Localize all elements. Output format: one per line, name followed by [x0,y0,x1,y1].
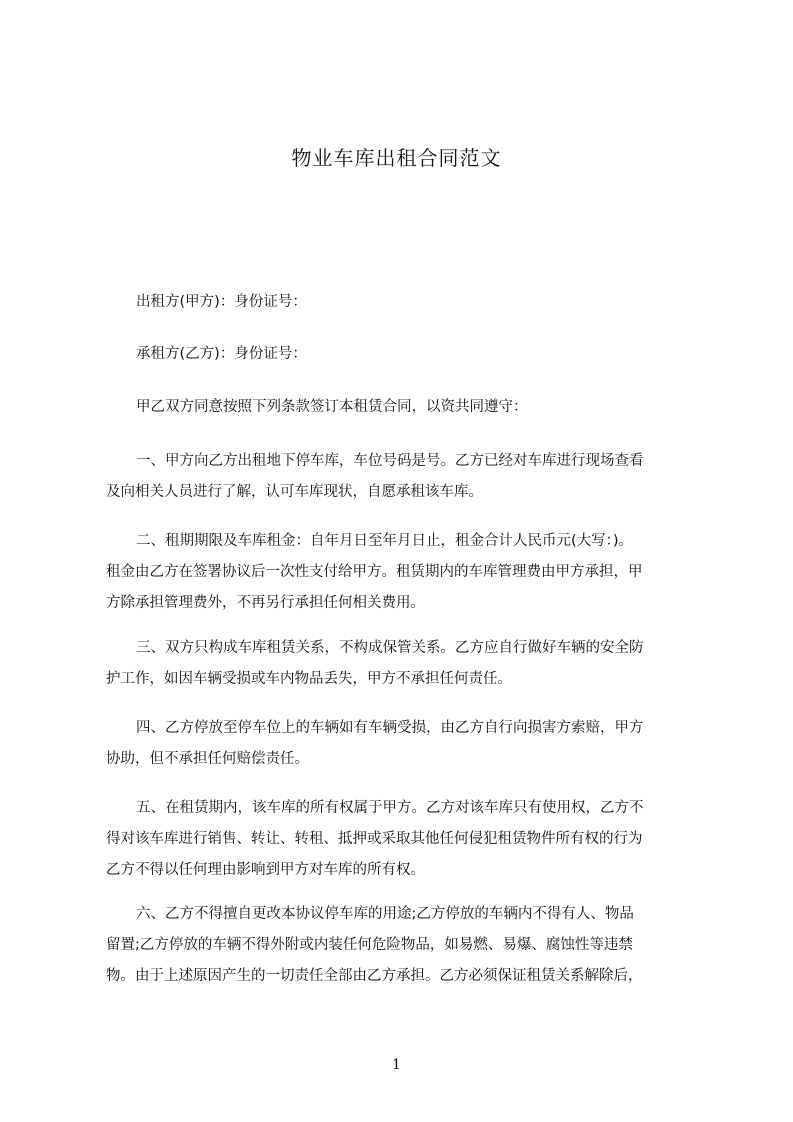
clause-4-paragraph [106,713,700,775]
text-line: 四、乙方停放至停车位上的车辆如有车辆受损，由乙方自行向损害方索赔，甲方 [136,720,644,736]
clause-6-paragraph [106,899,700,992]
text-line: 三、双方只构成车库租赁关系，不构成保管关系。乙方应自行做好车辆的安全防 [136,640,644,656]
clause-2-paragraph [106,526,700,619]
text-line: 物。由于上述原因产生的一切责任全部由乙方承担。乙方必须保证租赁关系解除后， [106,968,643,984]
lessee-line [106,339,700,370]
text-line: 协助，但不承担任何赔偿责任。 [106,751,309,767]
text-line: 出租方(甲方)：身份证号： [136,294,307,310]
clause-1-paragraph [106,446,700,508]
preamble-paragraph [106,392,700,423]
text-line: 护工作，如因车辆受损或车内物品丢失，甲方不承担任何责任。 [106,671,512,687]
clause-3-paragraph [106,633,700,695]
text-line: 留置;乙方停放的车辆不得外附或内装任何危险物品，如易燃、易爆、腐蚀性等违禁 [106,937,633,953]
text-line: 五、在租赁期内，该车库的所有权属于甲方。乙方对该车库只有使用权，乙方不 [136,800,644,816]
text-line: 二、租期期限及车库租金：自年月日至年月日止，租金合计人民币元(大写：)。 [136,533,634,549]
lessor-line [106,287,700,318]
text-line: 甲乙双方同意按照下列条款签订本租赁合同，以资共同遵守： [136,399,528,415]
text-line: 乙方不得以任何理由影响到甲方对车库的所有权。 [106,862,425,878]
text-line: 租金由乙方在签署协议后一次性支付给甲方。租赁期内的车库管理费由甲方承担，甲 [106,564,643,580]
text-line: 六、乙方不得擅自更改本协议停车库的用途;乙方停放的车辆内不得有人、物品 [136,906,634,922]
text-line: 一、甲方向乙方出租地下停车库，车位号码是号。乙方已经对车库进行现场查看 [136,453,644,469]
text-line: 方除承担管理费外，不再另行承担任何相关费用。 [106,595,425,611]
text-line: 及向相关人员进行了解，认可车库现状，自愿承租该车库。 [106,484,483,500]
text-line: 承租方(乙方)：身份证号： [136,346,307,362]
document-title: 物业车库出租合同范文 [291,146,502,170]
text-line: 得对该车库进行销售、转让、转租、抵押或采取其他任何侵犯租赁物件所有权的行为 [106,831,643,847]
page-number: 1 [392,1057,401,1073]
clause-5-paragraph [106,793,700,886]
